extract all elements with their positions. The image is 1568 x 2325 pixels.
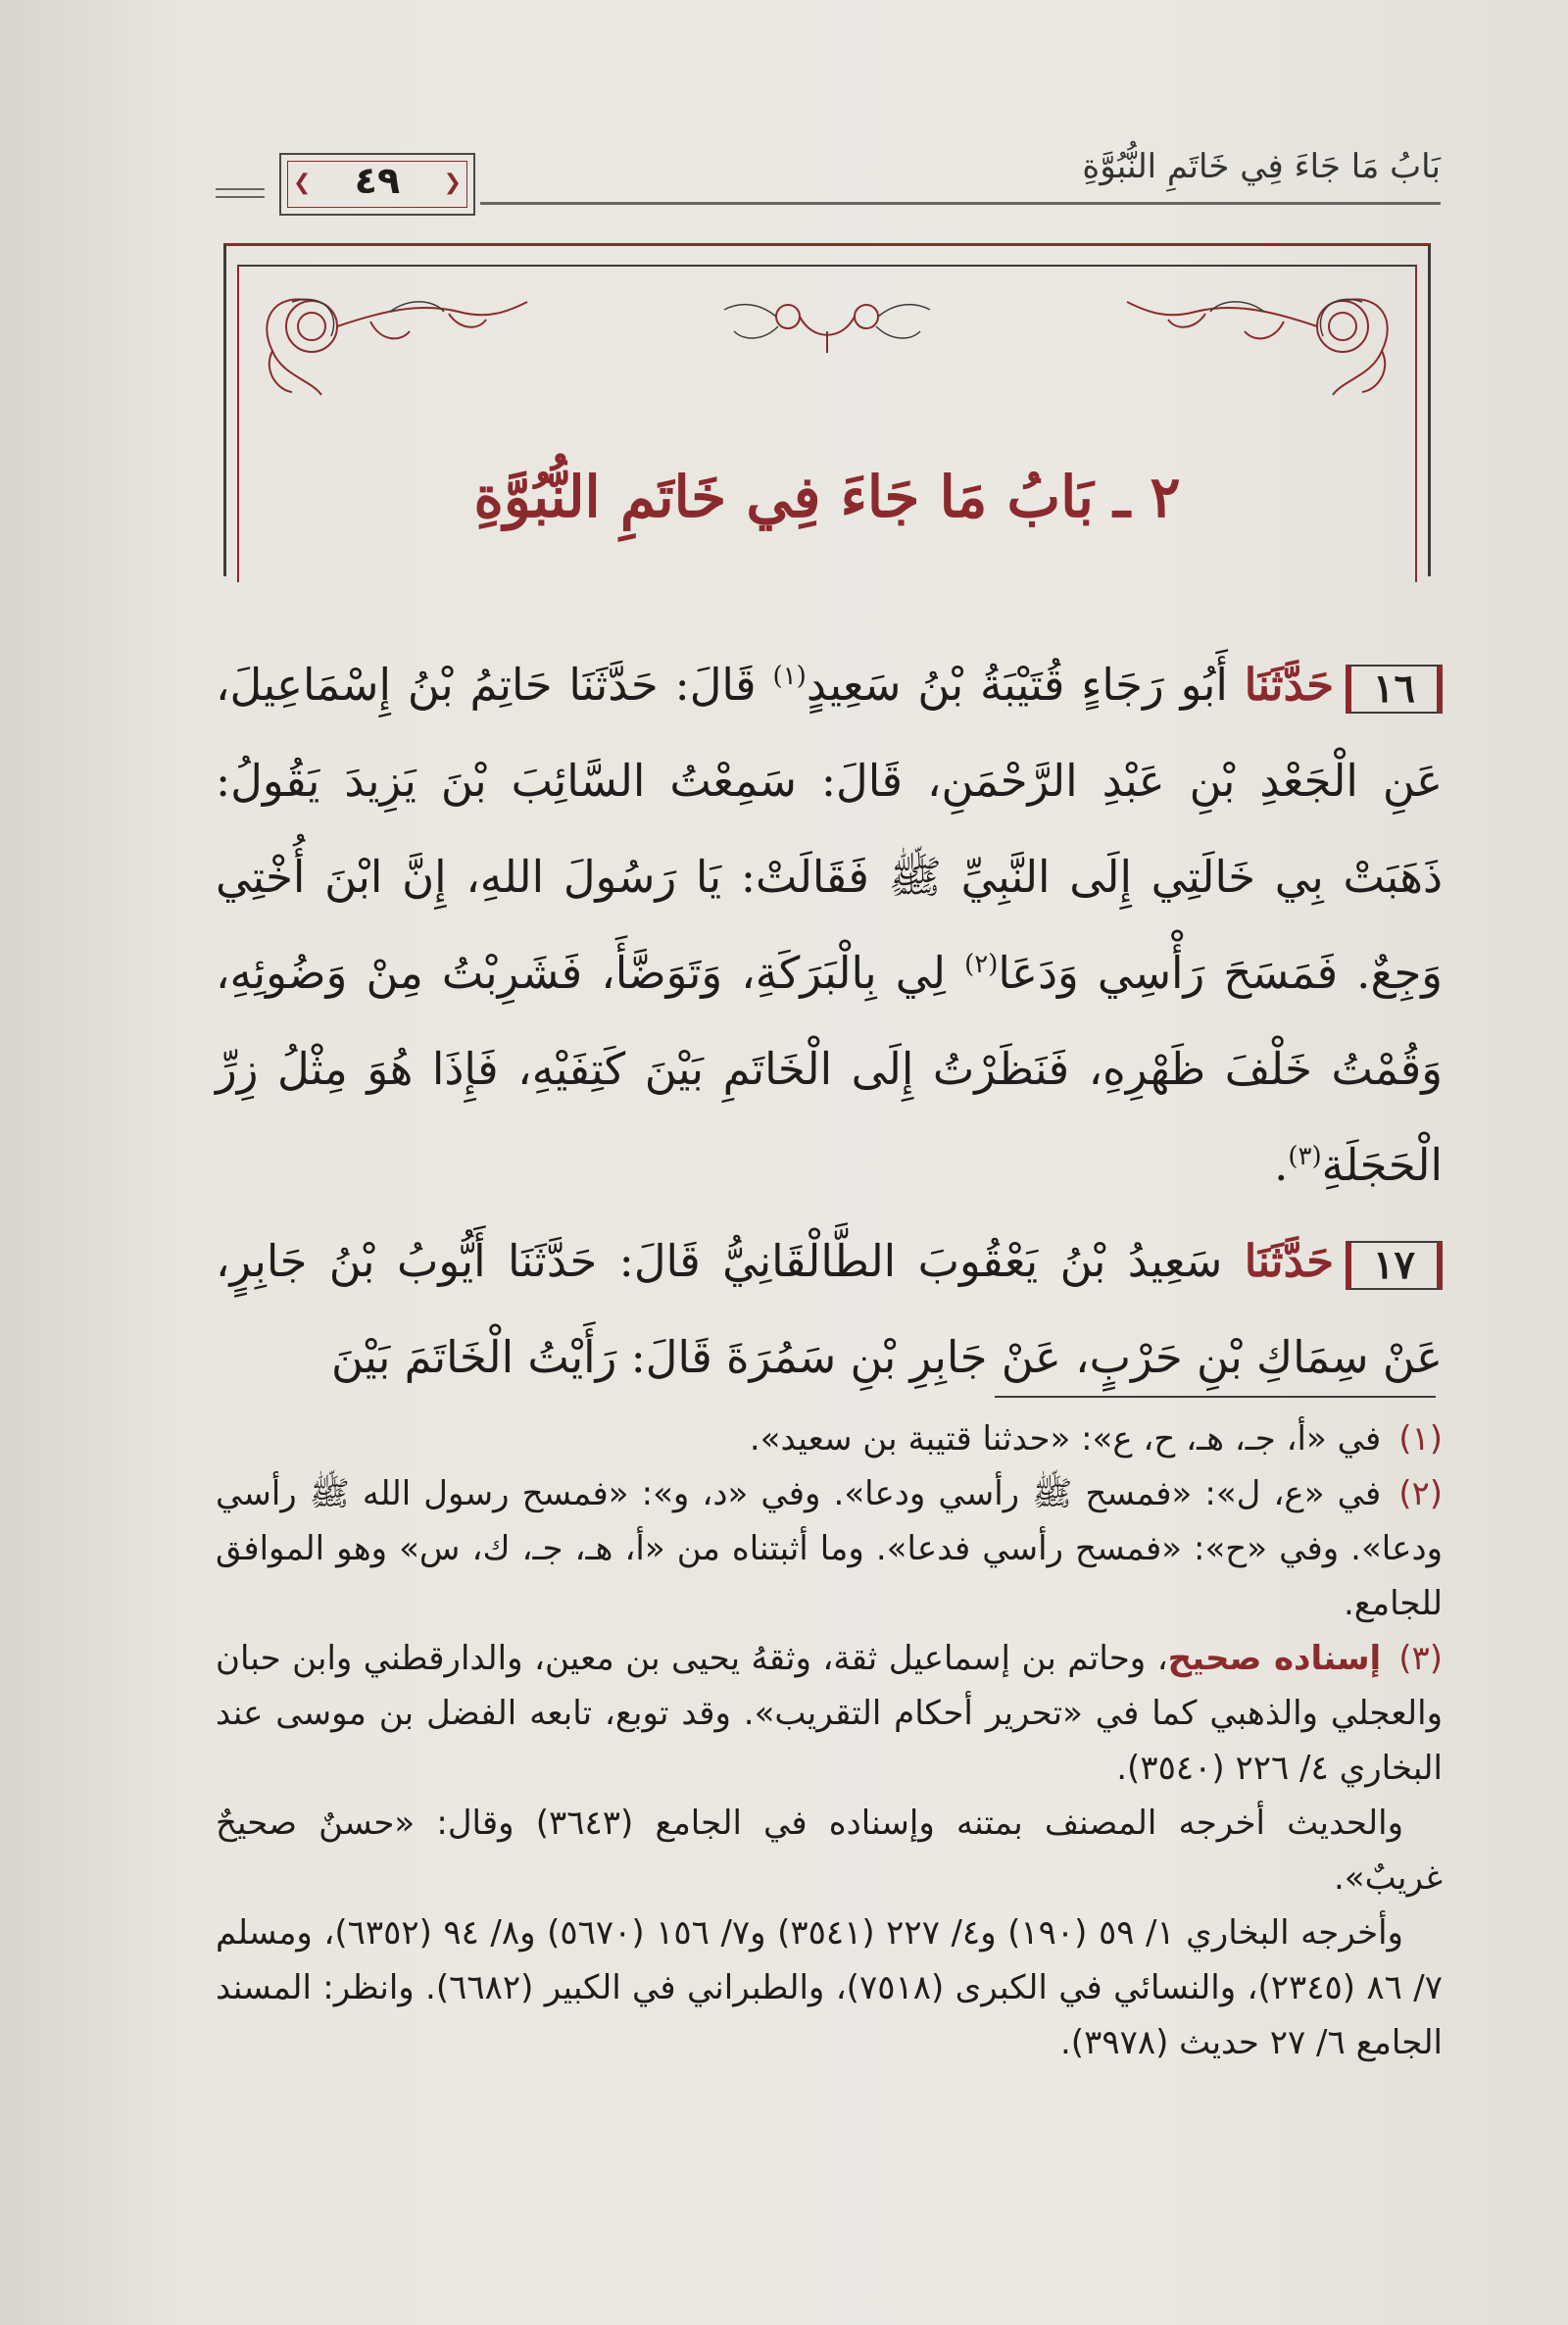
hadith-lead-word: حَدَّثَنَا [1244,659,1335,711]
footnote-2 [216,1466,1443,1631]
hadith-grade: إسناده صحيح [1167,1639,1382,1678]
footnote-ref: (٢) [964,950,999,979]
hadith-text: قَالَ: حَدَّثَنَا حَاتِمُ بْنُ إِسْمَاعِيلَ، عَنِ الْجَعْدِ بْنِ عَبْدِ الرَّحْمَنِ، قَالَ: سَمِعْتُ السَّائِبَ بْنَ يَزِيدَ يَقُولُ: ذَهَبَتْ بِي خَالَتِي إِلَى النَّبِيِّ ﷺ فَقَالَتْ: يَا رَسُولَ اللهِ، إِنَّ ابْنَ أُخْتِي وَجِعٌ. فَمَسَحَ رَأْسِي وَدَعَا [216,659,1443,999]
main-text [216,637,1443,1406]
hadith-text: لِي بِالْبَرَكَةِ، وَتَوَضَّأَ، فَشَرِبْتُ مِنْ وَضُوئِهِ، وَقُمْتُ خَلْفَ ظَهْرِهِ، فَنَظَرْتُ إِلَى الْخَاتَمِ بَيْنَ كَتِفَيْهِ، فَإِذَا هُوَ مِثْلُ زِرِّ الْحَجَلَةِ [216,947,1443,1191]
chapter-frame [223,243,1431,576]
footnote-3-paragraph-3: وأخرجه البخاري ١/ ٥٩ (١٩٠) و٤/ ٢٢٧ (٣٥٤١) و٧/ ١٥٦ (٥٦٧٠) و٨/ ٩٤ (٦٣٥٢)، ومسلم ٧/ ٨٦ (٢٣٤٥)، والنسائي في الكبرى (٧٥١٨)، والطبراني في الكبير (٦٦٨٢). وانظر: المسند الجامع ٦/ ٢٧ حديث (٣٩٧٨). [216,1913,1443,2062]
hadith-end-punctuation: . [1274,1139,1289,1191]
footnote-number: (٢) [1398,1474,1443,1513]
page-number-box [279,153,475,216]
footnote-3 [216,1631,1443,1796]
page-number: ٤٩ [354,159,401,202]
footnote-ref: (٣) [1288,1142,1322,1171]
hadith-text: أَبُو رَجَاءٍ قُتَيْبَةُ بْنُ سَعِيدٍ [806,659,1245,711]
hadith-17 [216,1213,1443,1406]
footnote-text: في «ع، ل»: «فمسح ﷺ رأسي ودعا». وفي «د، و»: «فمسح رسول الله ﷺ رأسي ودعا». وفي «ح»: «فمسح رأسي فدعا». وما أثبتناه من «أ، هـ، جـ، ك، س» وهو الموافق للجامع. [216,1474,1443,1623]
footnote-ref: (١) [772,662,807,691]
footnote-divider [995,1396,1436,1398]
footnote-number: (٣) [1398,1639,1443,1678]
chapter-title: ٢ ـ بَابُ مَا جَاءَ فِي خَاتَمِ النُّبُوَّةِ [473,464,1181,530]
footnote-text: في «أ، جـ، هـ، ح، ع»: «حدثنا قتيبة بن سعيد». [749,1419,1382,1459]
footnote-number: (١) [1398,1419,1443,1459]
footnote-1 [216,1411,1443,1466]
header-rule-left [216,188,265,198]
header-rule [480,202,1441,205]
corner-ornament-right-icon [1107,282,1401,400]
ornament-bracket-right-icon: ❯ [443,171,462,195]
hadith-number-box: ١٦ [1346,665,1443,714]
running-header [216,147,1441,206]
footnote-text: ، وحاتم بن إسماعيل ثقة، وثقهُ يحيى بن معين، والدارقطني وابن حبان والعجلي والذهبي كما في «تحرير أحكام التقريب». وقد توبع، تابعه الفضل بن موسى عند البخاري ٤/ ٢٢٦ (٣٥٤٠). [216,1639,1443,1788]
hadith-text: سَعِيدُ بْنُ يَعْقُوبَ الطَّالْقَانِيُّ قَالَ: حَدَّثَنَا أَيُّوبُ بْنُ جَابِرٍ، عَنْ سِمَاكِ بْنِ حَرْبٍ، عَنْ جَابِرِ بْنِ سَمُرَةَ قَالَ: رَأَيْتُ الْخَاتَمَ بَيْنَ [216,1235,1443,1383]
hadith-number-box: ١٧ [1346,1241,1443,1290]
corner-ornament-left-icon [253,282,547,400]
footnotes [216,1411,1443,2070]
footnote-3-paragraph-2: والحديث أخرجه المصنف بمتنه وإسناده في الجامع (٣٦٤٣) وقال: «حسنٌ صحيحٌ غريبٌ». [216,1804,1443,1898]
hadith-16 [216,637,1443,1213]
center-ornament-icon [719,292,935,361]
ornament-bracket-left-icon: ❮ [293,171,312,195]
hadith-lead-word: حَدَّثَنَا [1244,1235,1335,1287]
running-header-title: بَابُ مَا جَاءَ فِي خَاتَمِ النُّبُوَّةِ [1082,147,1441,186]
